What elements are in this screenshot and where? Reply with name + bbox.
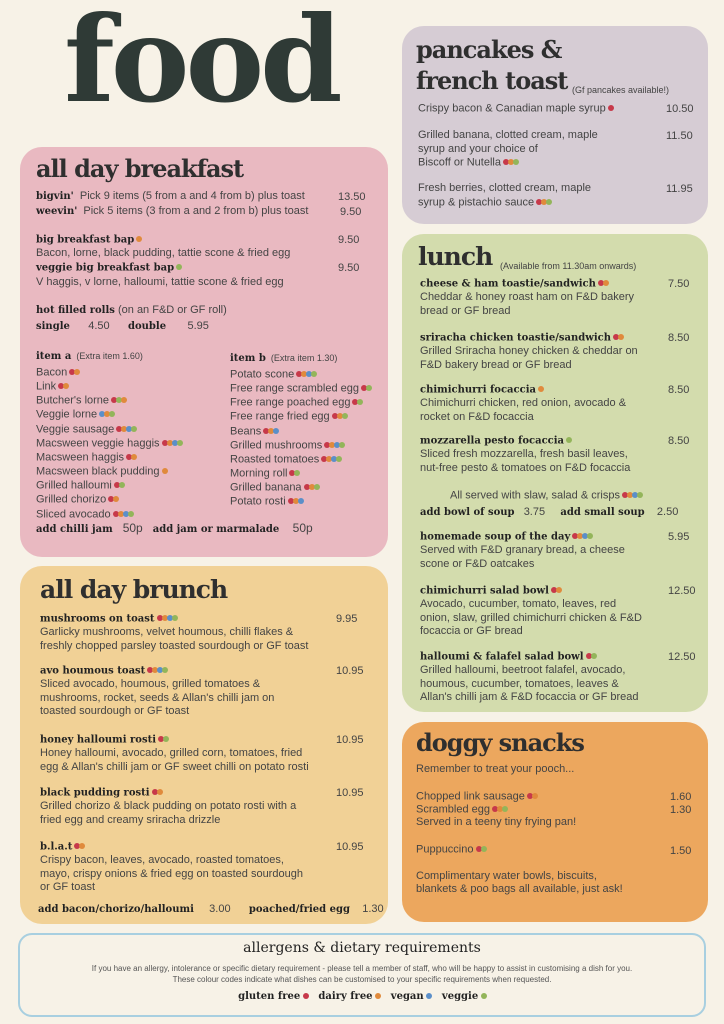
menu-item-price: 7.50 [668,278,690,290]
item_a-item [36,465,182,479]
menu-item-name: halloumi & falafel salad bowl [420,651,584,663]
bigvin-row [36,190,305,204]
vbap-desc: V haggis, v lorne, halloumi, tattie scone & fried egg [36,276,284,288]
bap-name: big breakfast bap [36,234,135,246]
bowl-name: add bowl of soup [420,507,515,518]
menu-item-desc-line: freshly chopped parsley toasted sourdough or GF toast [40,639,309,652]
menu-item-price: 10.95 [336,787,364,799]
item_b-item-label: Potato scone [230,368,295,381]
diet-dot-icon [131,454,137,460]
double-price: 5.95 [187,320,209,332]
menu-item-price: 12.50 [668,651,696,663]
diet-dots [536,196,551,210]
pancakes-title-1: pancakes & [416,35,562,64]
diet-dot-icon [63,383,69,389]
jam-name: add jam or marmalade [152,524,280,535]
item-a-list [36,366,182,522]
menu-item-desc-line: onion, slaw, grilled chimichurri chicken & F&D [420,611,642,624]
allergens-line-2: These colour codes indicate what dishes can be customised to your specific requirements when requested. [172,975,552,984]
diet-dots [332,410,347,424]
diet-dots [162,465,167,479]
single-price: 4.50 [88,320,110,332]
item-b-note: (Extra item 1.30) [270,353,338,363]
menu-item-desc-line: Honey halloumi, avocado, grilled corn, tomatoes, fried [40,747,303,759]
menu-item-desc [418,102,613,116]
add2-price: 1.30 [362,903,384,915]
menu-item-desc [40,692,274,706]
doggy-served: Served in a teeny tiny frying pan! [416,816,577,828]
menu-item-desc [420,345,638,359]
menu-item-name-row [420,650,596,664]
weevin-price: 9.50 [340,206,362,218]
doggy-comp-2: blankets & poo bags all available, just ask! [416,883,623,895]
item_a-item [36,380,182,394]
dairy-free-dot-icon [375,993,381,999]
menu-item-desc [420,691,639,705]
menu-item-name: chimichurri salad bowl [420,585,549,597]
page-title: food [64,0,339,129]
diet-dot-icon [177,440,183,446]
menu-item-desc-line: F&D bakery bread or GF bread [420,358,572,371]
diet-dots [152,786,162,800]
item-a-note: (Extra item 1.60) [76,351,143,361]
menu-item-desc [40,868,303,882]
item_b-item [230,396,371,410]
diet-dot-icon [538,386,544,392]
item_a-item [36,423,182,437]
item_b-item-label: Roasted tomatoes [230,453,320,466]
menu-item-desc-line: Crispy bacon, leaves, avocado, roasted tomatoes, [40,854,284,866]
diet-dots [158,733,168,747]
diet-dots [74,840,84,854]
pancakes-title-2: french toast [416,66,568,95]
vbap-price: 9.50 [338,262,360,274]
legend-gluten-free: gluten free [238,991,301,1002]
menu-item-desc-line: Served with F&D granary bread, a cheese [420,544,625,556]
menu-item-desc-line: Grilled Sriracha honey chicken & cheddar on [420,345,638,357]
diet-dot-icon [273,428,279,434]
diet-dots [157,612,177,626]
menu-item-desc-line: Allan's chilli jam & F&D focaccia or GF bread [420,691,639,703]
menu-item-name-row [40,664,167,678]
diet-dots [113,508,133,522]
item_b-item [230,410,371,424]
diet-dot-icon [172,615,178,621]
diet-dots [304,481,319,495]
item_a-item [36,366,182,380]
diet-dot-icon [591,653,597,659]
diet-dots [608,102,613,116]
menu-item-name-row [420,434,571,448]
bigvin-price: 13.50 [338,191,366,203]
diet-dot-icon [121,397,127,403]
menu-item-desc [40,881,95,895]
diet-dots [586,650,596,664]
menu-item-desc-line: Cheddar & honey roast ham on F&D bakery [420,291,635,303]
item_b-item-label: Grilled banana [230,481,302,494]
diet-dot-icon [294,470,300,476]
menu-item-desc-line: focaccia or GF bread [420,625,523,637]
menu-item-name: black pudding rosti [40,787,150,799]
doggy-comp-1: Complimentary water bowls, biscuits, [416,870,597,882]
rolls-row [36,304,227,318]
diet-dot-icon [339,442,345,448]
menu-item-desc-line: syrup & pistachio sauce [418,196,535,209]
menu-item-desc-line: Crispy bacon & Canadian maple syrup [418,102,606,115]
diet-dot-icon [119,482,125,488]
legend-dairy-free: dairy free [318,991,373,1002]
diet-dots [613,331,623,345]
weevin-desc: Pick 5 items (3 from a and 2 from b) plus toast [83,205,309,217]
link-name: Chopped link sausage [416,790,525,803]
diet-dot-icon [556,587,562,593]
menu-item-name: sriracha chicken toastie/sandwich [420,332,612,344]
doggy-title: doggy snacks [416,728,584,757]
menu-item-desc-line: Grilled banana, clotted cream, maple [418,129,598,141]
diet-dots [566,434,571,448]
item_a-item-label: Macsween veggie haggis [36,437,160,450]
menu-item-desc-line: Grilled halloumi, beetroot falafel, avocado, [420,664,626,676]
menu-item-desc [40,640,308,654]
diet-dot-icon [157,789,163,795]
menu-item-name-row [40,840,84,854]
menu-item-desc-line: syrup and your choice of [418,142,538,155]
legend-veggie: veggie [441,991,479,1002]
link-price: 1.60 [670,791,692,803]
add1-price: 3.00 [209,903,231,915]
doggy-intro: Remember to treat your pooch... [416,763,575,775]
pup-price: 1.50 [670,845,692,857]
add2-name: poached/fried egg [248,904,350,915]
menu-item-price: 8.50 [668,332,690,344]
diet-dot-icon [131,426,137,432]
allergens-title: allergens & dietary requirements [243,940,481,956]
brunch-add-row [38,903,384,917]
menu-item-name: b.l.a.t [40,841,73,853]
diet-dot-icon [314,484,320,490]
menu-item-price: 8.50 [668,384,690,396]
menu-item-price: 8.50 [668,435,690,447]
diet-dots [572,530,592,544]
menu-item-desc [420,359,572,373]
menu-item-desc-line: toasted sourdough or GF toast [40,705,190,717]
menu-item-name-row [420,277,608,291]
item_b-item [230,481,371,495]
menu-item-name: cheese & ham toastie/sandwich [420,278,596,290]
diet-dots [352,396,362,410]
menu-item-desc-line: Garlicky mushrooms, velvet houmous, chilli flakes & [40,626,294,638]
chilli-row [36,522,313,537]
menu-item-name: honey halloumi rosti [40,734,157,746]
menu-item-desc-line: scone or F&D oatcakes [420,557,535,570]
diet-dots [99,408,114,422]
diet-dots [126,451,136,465]
menu-item-desc-line: fried egg and creamy sriracha drizzle [40,813,221,826]
menu-item-desc [40,678,260,692]
menu-item-desc-line: Chimichurri chicken, red onion, avocado & [420,397,627,409]
item_a-item [36,394,182,408]
menu-item-price: 11.95 [666,183,693,195]
menu-item-desc [420,397,626,411]
rolls-name: hot filled rolls [36,305,115,316]
item_b-item-label: Free range scrambled egg [230,382,360,395]
item_a-item-label: Veggie lorne [36,409,98,422]
soup-add-row [420,506,678,520]
item_b-item-label: Beans [230,425,262,438]
vegan-dot-icon [426,993,432,999]
menu-item-price: 10.95 [336,665,364,677]
menu-item-name: mushrooms on toast [40,613,155,625]
menu-item-desc-line: bread or GF bread [420,304,511,317]
menu-item-name: homemade soup of the day [420,531,571,543]
item-a-title: item a [36,351,72,362]
weevin-name: weevin' [36,206,78,217]
bap-desc: Bacon, lorne, black pudding, tattie scone & fried egg [36,247,291,259]
menu-item-desc [40,854,284,868]
single-row [36,320,110,334]
diet-dots [114,479,124,493]
menu-item-desc [40,800,296,814]
double-label: double [128,321,167,332]
small-price: 2.50 [656,506,679,518]
menu-item-name-row [420,331,623,345]
item_a-item [36,479,182,493]
menu-item-desc-line: Grilled chorizo & black pudding on potato rosti with a [40,800,297,812]
diet-dots [503,156,518,170]
menu-item-desc [40,747,302,761]
menu-item-name-row [420,530,592,544]
diet-dots [108,493,118,507]
menu-item-desc [420,448,628,462]
item_b-item [230,453,371,467]
diet-dots [263,425,278,439]
item-b-header [230,352,337,366]
lunch-note: (Available from 11.30am onwards) [500,261,637,271]
item_a-item-label: Butcher's lorne [36,394,110,407]
menu-item-name: avo houmous toast [40,665,146,677]
menu-item-price: 11.50 [666,130,693,142]
menu-item-desc [40,626,293,640]
allergens-line-1: If you have an allergy, intolerance or specific dietary requirement - please tell a member of staff, who will be happy to assist in customising a dish for you. [91,964,633,973]
menu-item-desc-line: Sliced avocado, houmous, grilled tomatoes & [40,678,261,690]
menu-item-desc-line: Sliced fresh mozzarella, fresh basil leaves, [420,448,628,460]
menu-item-desc [418,196,551,210]
diet-dot-icon [298,498,304,504]
small-name: add small soup [560,507,645,518]
item_a-item-label: Grilled halloumi [36,479,112,492]
item_a-item [36,437,182,451]
menu-item-desc [418,129,598,143]
diet-dots [289,467,299,481]
diet-dot-icon [603,280,609,286]
menu-item-desc [420,544,625,558]
diet-dot-icon [618,334,624,340]
breakfast-title: all day breakfast [36,154,244,183]
menu-item-desc-line: Fresh berries, clotted cream, maple [418,182,592,194]
vbap-row [36,261,181,275]
menu-item-desc [420,291,634,305]
chilli-price: 50p [122,521,143,535]
diet-dot-icon [74,369,80,375]
diet-dot-icon [357,399,363,405]
item_b-item-label: Free range poached egg [230,396,351,409]
bap-row [36,233,141,247]
menu-item-price: 9.95 [336,613,358,625]
menu-item-desc [418,156,518,170]
egg-name: Scrambled egg [416,803,490,816]
diet-dot-icon [336,456,342,462]
item_a-item-label: Bacon [36,366,68,379]
item_b-item-label: Free range fried egg [230,411,330,424]
menu-item-desc-line: nut-free pesto & tomatoes on F&D focaccia [420,461,631,474]
pup-row [416,843,486,857]
brunch-title: all day brunch [40,575,228,604]
diet-dots [147,664,167,678]
item_a-item [36,508,182,522]
menu-item-desc [418,143,538,157]
item_a-item-label: Sliced avocado [36,508,111,521]
item_a-item-label: Macsween haggis [36,451,125,464]
item_b-item [230,439,371,453]
diet-dots [69,366,79,380]
menu-item-name: chimichurri focaccia [420,384,536,396]
diet-dot-icon [566,437,572,443]
menu-item-desc-line: rocket on F&D focaccia [420,410,534,423]
bowl-price: 3.75 [523,506,546,518]
vbap-name: veggie big breakfast bap [36,262,175,274]
menu-item-price: 12.50 [668,585,696,597]
menu-item-desc-line: houmous, cucumber, tomatoes, leaves & [420,677,619,690]
diet-dots [116,423,136,437]
menu-item-name-row [40,733,168,747]
weevin-row [36,205,308,219]
menu-item-desc [420,598,616,612]
menu-item-desc [40,761,309,775]
diet-dot-icon [113,496,119,502]
diet-dots [324,439,344,453]
item_b-item-label: Morning roll [230,467,288,480]
diet-dot-icon [546,199,552,205]
item_a-item-label: Macsween black pudding [36,465,160,478]
menu-item-desc [418,182,591,196]
rolls-note: (on an F&D or GF roll) [117,304,227,316]
diet-dot-icon [128,511,134,517]
menu-item-desc [40,814,220,828]
diet-dots [321,453,341,467]
item_a-item-label: Grilled chorizo [36,494,107,507]
menu-item-desc-line: Biscoff or Nutella [418,156,501,169]
diet-dots [111,394,126,408]
menu-item-desc [420,411,534,425]
item_a-item-label: Link [36,380,57,393]
lunch-served-row [450,489,642,503]
item_a-item [36,408,182,422]
diet-dot-icon [162,468,168,474]
menu-item-price: 10.95 [336,734,364,746]
legend-vegan: vegan [390,991,424,1002]
menu-item-desc [420,558,534,572]
menu-item-price: 5.95 [668,531,690,543]
diet-dot-icon [342,413,348,419]
diet-dot-icon [608,105,614,111]
diet-dots [162,437,182,451]
item_b-item [230,425,371,439]
menu-item-name-row [420,584,561,598]
gluten-free-dot-icon [303,993,309,999]
diet-dots [288,495,303,509]
menu-item-price: 10.50 [666,103,694,115]
menu-item-desc [420,305,511,319]
menu-item-desc [420,625,523,639]
item_b-item [230,382,371,396]
item-b-title: item b [230,353,266,364]
diet-dots [551,584,561,598]
item_a-item-label: Veggie sausage [36,423,115,436]
menu-item-name-row [40,612,177,626]
single-label: single [36,321,70,332]
item-a-header [36,350,143,364]
diet-dots [361,382,371,396]
menu-item-price: 10.95 [336,841,364,853]
item_a-item [36,493,182,507]
bap-price: 9.50 [338,234,360,246]
item_b-item-label: Grilled mushrooms [230,439,323,452]
menu-item-desc [420,678,619,692]
jam-price: 50p [292,521,313,535]
diet-dot-icon [109,411,115,417]
item_b-item [230,368,371,382]
menu-item-desc-line: mayo, crispy onions & fried egg on toasted sourdough [40,867,303,880]
diet-dot-icon [513,159,519,165]
diet-dot-icon [163,736,169,742]
item-b-list [230,368,371,510]
item_b-item [230,495,371,509]
bigvin-name: bigvin' [36,191,74,202]
menu-item-desc [40,705,189,719]
bigvin-desc: Pick 9 items (5 from a and 4 from b) plus toast [79,190,305,202]
item_b-item [230,467,371,481]
double-row [128,320,209,334]
diet-dot-icon [311,371,317,377]
pup-name: Puppuccino [416,843,474,856]
menu-item-desc-line: egg & Allan's chilli jam or GF sweet chilli on potato rosti [40,760,309,773]
diet-dots [296,368,316,382]
chilli-name: add chilli jam [36,524,113,535]
diet-dots [598,277,608,291]
menu-item-desc-line: or GF toast [40,881,96,893]
pancakes-note: (Gf pancakes available!) [572,85,670,95]
menu-item-desc-line: mushrooms, rocket, seeds & Allan's chilli jam on [40,691,275,704]
lunch-title: lunch [418,242,493,271]
menu-item-desc [420,612,642,626]
menu-item-name-row [40,786,162,800]
menu-item-desc-line: Avocado, cucumber, tomato, leaves, red [420,598,617,610]
menu-item-name: mozzarella pesto focaccia [420,435,565,447]
veggie-dot-icon [481,993,487,999]
allergen-legend [0,991,724,1002]
lunch-served: All served with slaw, salad & crisps [450,489,620,502]
diet-dots [58,380,68,394]
menu-item-desc [420,462,630,476]
diet-dots [538,383,543,397]
item_a-item [36,451,182,465]
add1-name: add bacon/chorizo/halloumi [38,904,194,915]
egg-price: 1.30 [670,804,692,816]
menu-item-desc [420,664,625,678]
menu-item-name-row [420,383,543,397]
item_b-item-label: Potato rosti [230,496,286,509]
